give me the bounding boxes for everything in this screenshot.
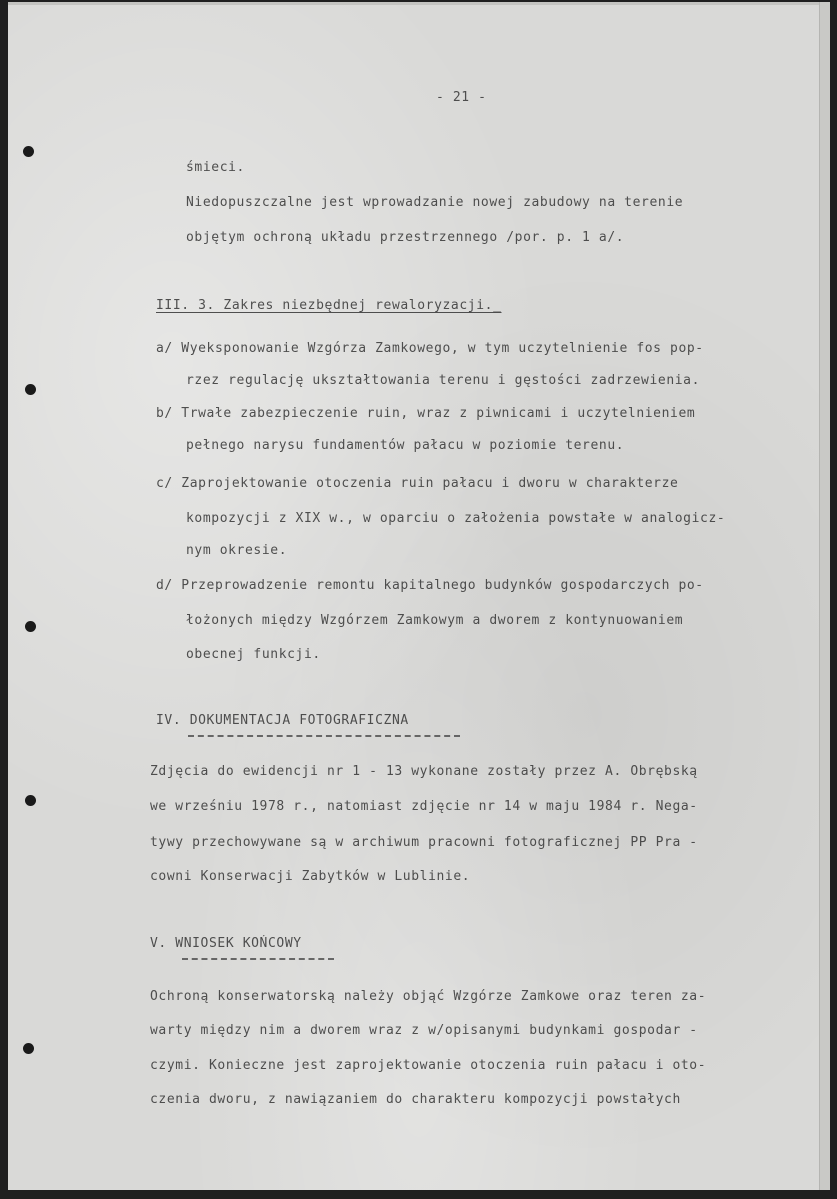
section-3-line: c/ Zaprojektowanie otoczenia ruin pałacu i dworu w charakterze	[156, 476, 679, 491]
section-5-line: Ochroną konserwatorską należy objąć Wzgórze Zamkowe oraz teren za-	[150, 989, 707, 1004]
page-right-edge	[819, 2, 830, 1190]
section-3-line: pełnego narysu fundamentów pałacu w poziomie terenu.	[186, 438, 625, 453]
page-top-edge	[8, 2, 830, 5]
section-4-heading: IV. DOKUMENTACJA FOTOGRAFICZNA	[156, 713, 409, 728]
document-page	[8, 2, 830, 1190]
section-3-line: kompozycji z XIX w., w oparciu o założenia powstałe w analogicz-	[186, 511, 726, 526]
section-4-line: tywy przechowywane są w archiwum pracowni fotograficznej PP Pra -	[150, 835, 698, 850]
section-3-line: a/ Wyeksponowanie Wzgórza Zamkowego, w tym uczytelnienie fos pop-	[156, 341, 704, 356]
section-5-heading: V. WNIOSEK KOŃCOWY	[150, 936, 302, 951]
section-5-heading-underline	[182, 958, 334, 960]
binder-hole-2	[25, 384, 36, 395]
section-3-line: obecnej funkcji.	[186, 647, 321, 662]
section-3-line: nym okresie.	[186, 543, 288, 558]
section-5-line: czenia dworu, z nawiązaniem do charakteru kompozycji powstałych	[150, 1092, 681, 1107]
binder-hole-1	[23, 146, 34, 157]
intro-line-2: Niedopuszczalne jest wprowadzanie nowej zabudowy na terenie	[186, 195, 684, 210]
section-4-heading-underline	[188, 735, 460, 737]
binder-hole-3	[25, 621, 36, 632]
binder-hole-4	[25, 795, 36, 806]
section-4-line: Zdjęcia do ewidencji nr 1 - 13 wykonane zostały przez A. Obrębską	[150, 764, 698, 779]
section-4-line: cowni Konserwacji Zabytków w Lublinie.	[150, 869, 471, 884]
section-3-line: rzez regulację ukształtowania terenu i gęstości zadrzewienia.	[186, 373, 701, 388]
binder-hole-5	[23, 1043, 34, 1054]
page-number: - 21 -	[436, 90, 487, 105]
section-5-line: warty między nim a dworem wraz z w/opisanymi budynkami gospodar -	[150, 1023, 698, 1038]
section-5-line: czymi. Konieczne jest zaprojektowanie otoczenia ruin pałacu i oto-	[150, 1058, 707, 1073]
section-3-line: łożonych między Wzgórzem Zamkowym a dworem z kontynuowaniem	[186, 613, 684, 628]
section-4-line: we wrześniu 1978 r., natomiast zdjęcie nr 14 w maju 1984 r. Nega-	[150, 799, 698, 814]
intro-line-3: objętym ochroną układu przestrzennego /por. p. 1 a/.	[186, 230, 625, 245]
section-3-heading: III. 3. Zakres niezbędnej rewaloryzacji._	[156, 298, 502, 313]
section-3-line: b/ Trwałe zabezpieczenie ruin, wraz z piwnicami i uczytelnieniem	[156, 406, 696, 421]
intro-line-1: śmieci.	[186, 160, 245, 175]
section-3-line: d/ Przeprowadzenie remontu kapitalnego budynków gospodarczych po-	[156, 578, 704, 593]
